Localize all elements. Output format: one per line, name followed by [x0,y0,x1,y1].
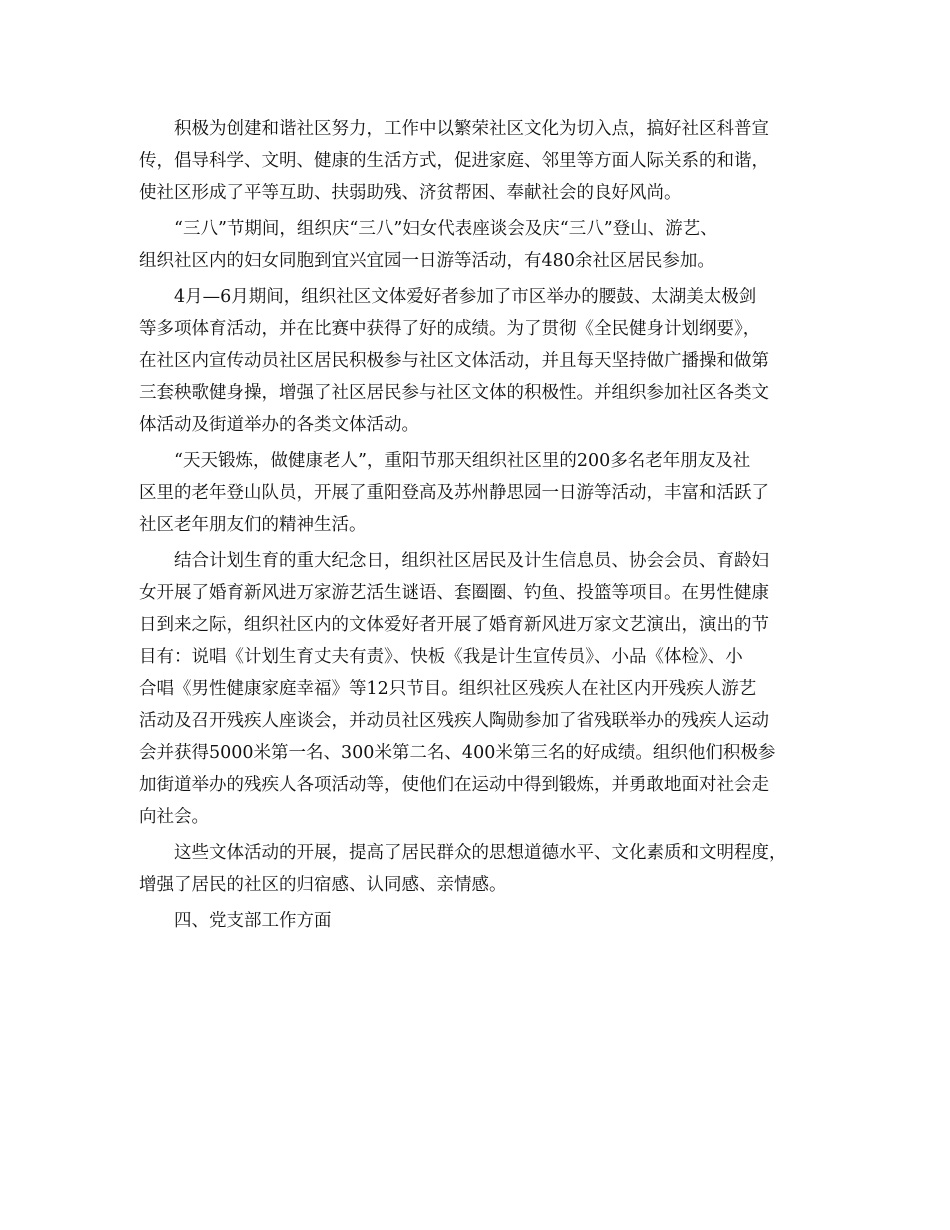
text-line: 组织社区内的妇女同胞到宜兴宜园一日游等活动，有480余社区居民参加。 [139,251,715,271]
text-line: 结合计划生育的重大纪念日，组织社区居民及计生信息员、协会会员、育龄妇 [174,551,769,571]
text-line: 体活动及街道举办的各类文体活动。 [139,415,419,435]
text-line: 使社区形成了平等互助、扶弱助残、济贫帮困、奉献社会的良好风尚。 [139,183,682,203]
section-heading-party-branch [139,905,819,937]
text-line: 三套秧歌健身操，增强了社区居民参与社区文体的积极性。并组织参加社区各类文 [139,383,769,403]
text-line: 传，倡导科学、文明、健康的生活方式，促进家庭、邻里等方面人际关系的和谐， [139,151,769,171]
paragraph-summary [139,837,819,901]
text-line: 女开展了婚育新风进万家游艺活生谜语、套圈圈、钓鱼、投篮等项目。在男性健康 [139,583,769,603]
text-line: “三八”节期间，组织庆“三八”妇女代表座谈会及庆“三八”登山、游艺、 [174,219,718,239]
text-line: 合唱《男性健康家庭幸福》等12只节目。组织社区残疾人在社区内开残疾人游艺 [139,679,757,699]
text-line: 积极为创建和谐社区努力，工作中以繁荣社区文化为切入点，搞好社区科普宣 [174,119,769,139]
text-line: 在社区内宣传动员社区居民积极参与社区文体活动，并且每天坚持做广播操和做第 [139,351,769,371]
text-line: 向社会。 [139,807,209,827]
paragraph-elderly-activities [139,445,819,541]
paragraph-community-culture [139,113,819,209]
text-line: 社区老年朋友们的精神生活。 [139,515,367,535]
paragraph-womens-day [139,213,819,277]
section-heading: 四、党支部工作方面 [174,911,332,931]
text-line: “天天锻炼，做健康老人”，重阳节那天组织社区里的200多名老年朋友及社 [174,451,751,471]
document-body [139,113,819,941]
text-line: 增强了居民的社区的归宿感、认同感、亲情感。 [139,875,507,895]
text-line: 4月—6月期间，组织社区文体爱好者参加了市区举办的腰鼓、太湖美太极剑 [174,287,757,307]
text-line: 这些文体活动的开展，提高了居民群众的思想道德水平、文化素质和文明程度， [174,843,787,863]
text-line: 等多项体育活动，并在比赛中获得了好的成绩。为了贯彻《全民健身计划纲要》， [139,319,761,339]
paragraph-sports-activities [139,281,819,441]
text-line: 区里的老年登山队员，开展了重阳登高及苏州静思园一日游等活动，丰富和活跃了 [139,483,769,503]
paragraph-family-planning [139,545,819,833]
text-line: 加街道举办的残疾人各项活动等，使他们在运动中得到锻炼，并勇敢地面对社会走 [139,775,769,795]
text-line: 会并获得5000米第一名、300米第二名、400米第三名的好成绩。组织他们积极参 [139,743,776,763]
text-line: 目有：说唱《计划生育丈夫有责》、快板《我是计生宣传员》、小品《体检》、小 [139,647,743,667]
text-line: 日到来之际，组织社区内的文体爱好者开展了婚育新风进万家文艺演出，演出的节 [139,615,769,635]
text-line: 活动及召开残疾人座谈会，并动员社区残疾人陶勋参加了省残联举办的残疾人运动 [139,711,769,731]
